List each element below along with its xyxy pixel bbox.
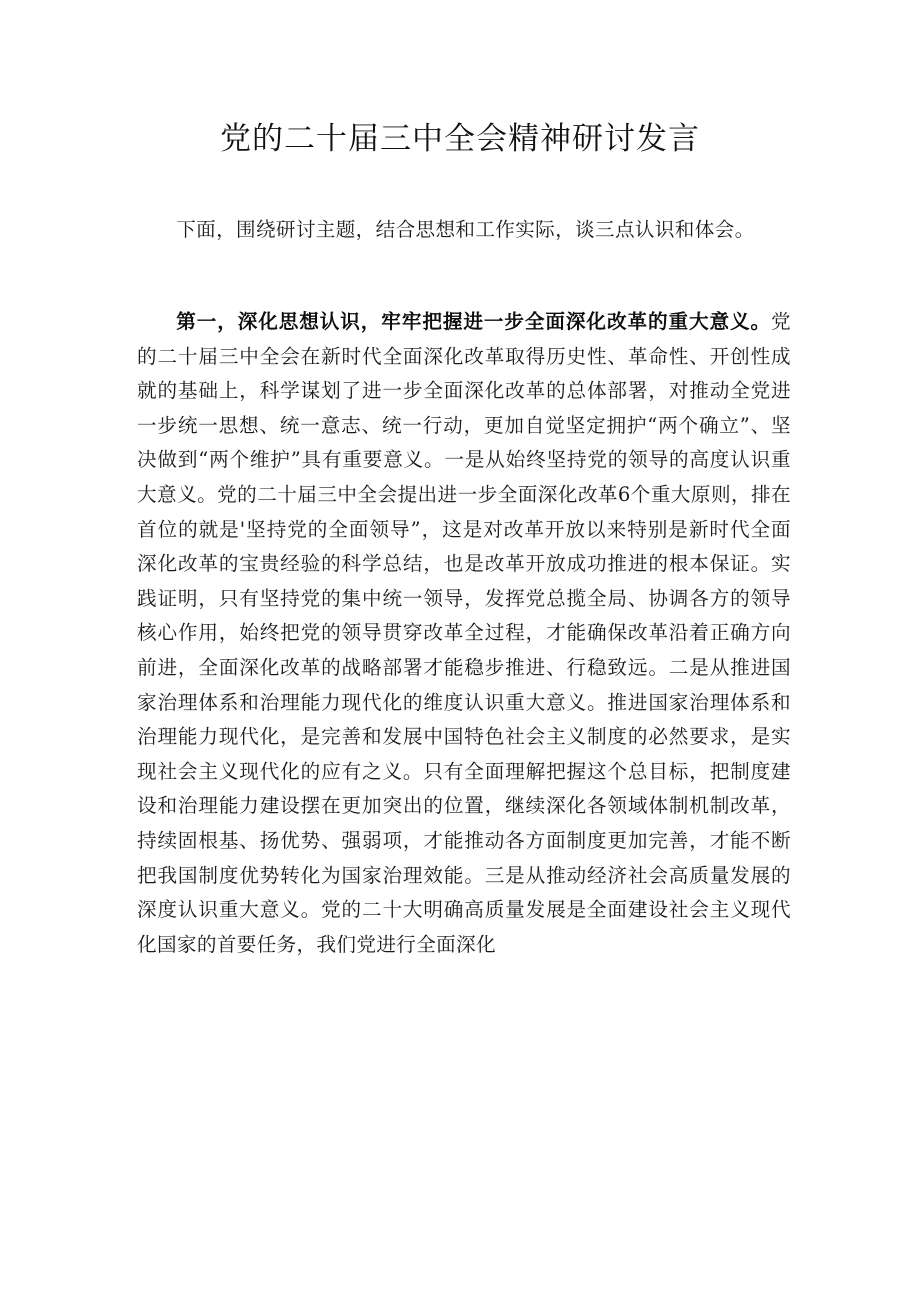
document-title: 党的二十届三中全会精神研讨发言: [220, 121, 700, 157]
section-one-heading: 第一，深化思想认识，牢牢把握进一步全面深化改革的重大意义。: [176, 310, 772, 333]
intro-paragraph: 下面，围绕研讨主题，结合思想和工作实际，谈三点认识和体会。: [176, 218, 755, 241]
section-one-body: 党的二十届三中全会在新时代全面深化改革取得历史性、革命性、开创性成就的基础上，科学谋划了进一步全面深化改革的总体部署，对推动全党进一步统一思想、统一意志、统一行动，更加自觉坚定拥护“两个确立”、坚决做到“两个维护”具有重要意义。一是从始终坚持党的领导的高度认识重大意义。党的二十届三中全会提出进一步全面深化改革6个重大原则，排在首位的就是'坚持党的全面领导”，这是对改革开放以来特别是新时代全面深化改革的宝贵经验的科学总结，也是改革开放成功推进的根本保证。实践证明，只有坚持党的集中统一领导，发挥党总揽全局、协调各方的领导核心作用，始终把党的领导贯穿改革全过程，才能确保改革沿着正确方向前进，全面深化改革的战略部署才能稳步推进、行稳致远。二是从推进国家治理体系和治理能力现代化的维度认识重大意义。推进国家治理体系和治理能力现代化，是完善和发展中国特色社会主义制度的必然要求，是实现社会主义现代化的应有之义。只有全面理解把握这个总目标，把制度建设和治理能力建设摆在更加突出的位置，继续深化各领域体制机制改革，持续固根基、扬优势、强弱项，才能推动各方面制度更加完善，才能不断把我国制度优势转化为国家治理效能。三是从推动经济社会高质量发展的深度认识重大意义。党的二十大明确高质量发展是全面建设社会主义现代化国家的首要任务，我们党进行全面深化: [137, 310, 791, 956]
section-one-paragraph: [137, 305, 791, 962]
